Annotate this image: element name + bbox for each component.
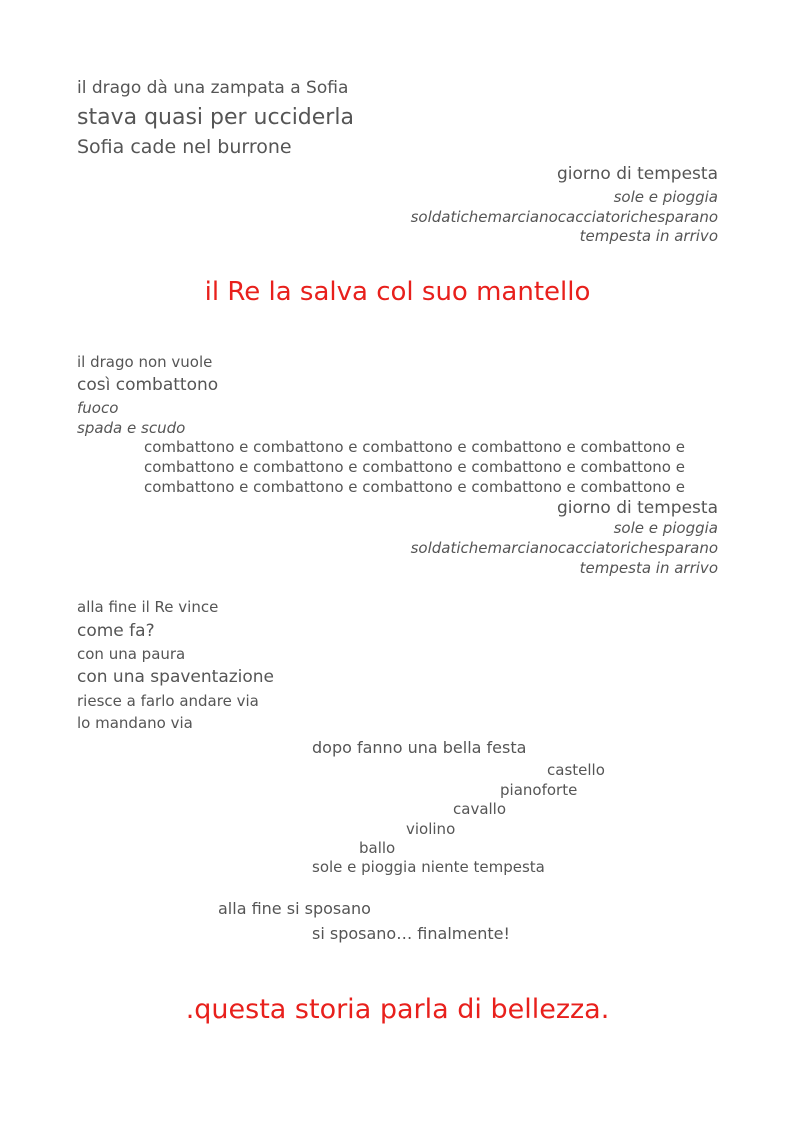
fight-line: combattono e combattono e combattono e combattono e combattono e: [144, 458, 685, 476]
party-item: violino: [406, 820, 456, 838]
storm-line: soldatichemarcianocacciatorichesparano: [410, 539, 718, 557]
storm-line: tempesta in arrivo: [579, 559, 718, 577]
text-line: come fa?: [77, 621, 155, 641]
storm-title: giorno di tempesta: [557, 164, 718, 184]
party-item: cavallo: [453, 800, 507, 818]
text-line: così combattono: [77, 375, 219, 395]
storm-line: sole e pioggia: [613, 188, 718, 206]
storm-line: tempesta in arrivo: [579, 227, 718, 245]
fight-line: combattono e combattono e combattono e combattono e combattono e: [144, 478, 685, 496]
text-line: con una paura: [77, 645, 186, 663]
text-line: Sofia cade nel burrone: [77, 136, 292, 158]
text-line: si sposano… finalmente!: [312, 924, 510, 943]
text-line: riesce a farlo andare via: [77, 692, 259, 710]
text-line: stava quasi per ucciderla: [77, 105, 354, 130]
storm-line: sole e pioggia: [613, 519, 718, 537]
party-item: castello: [547, 761, 605, 779]
storm-title: giorno di tempesta: [557, 498, 718, 518]
fight-line: combattono e combattono e combattono e combattono e combattono e: [144, 438, 685, 456]
text-line: alla fine si sposano: [218, 899, 371, 918]
text-line: lo mandano via: [77, 714, 193, 732]
red-heading: il Re la salva col suo mantello: [204, 277, 591, 307]
storm-line: soldatichemarcianocacciatorichesparano: [410, 208, 718, 226]
party-item: sole e pioggia niente tempesta: [312, 858, 545, 876]
party-item: ballo: [359, 839, 396, 857]
party-item: pianoforte: [500, 781, 578, 799]
text-line: il drago non vuole: [77, 353, 213, 371]
text-line: spada e scudo: [77, 419, 186, 437]
text-line: alla fine il Re vince: [77, 598, 219, 616]
text-line: con una spaventazione: [77, 667, 275, 687]
closing-line: .questa storia parla di bellezza.: [185, 994, 610, 1025]
text-line: il drago dà una zampata a Sofia: [77, 78, 349, 98]
text-line: fuoco: [77, 399, 119, 417]
party-title: dopo fanno una bella festa: [312, 738, 527, 757]
